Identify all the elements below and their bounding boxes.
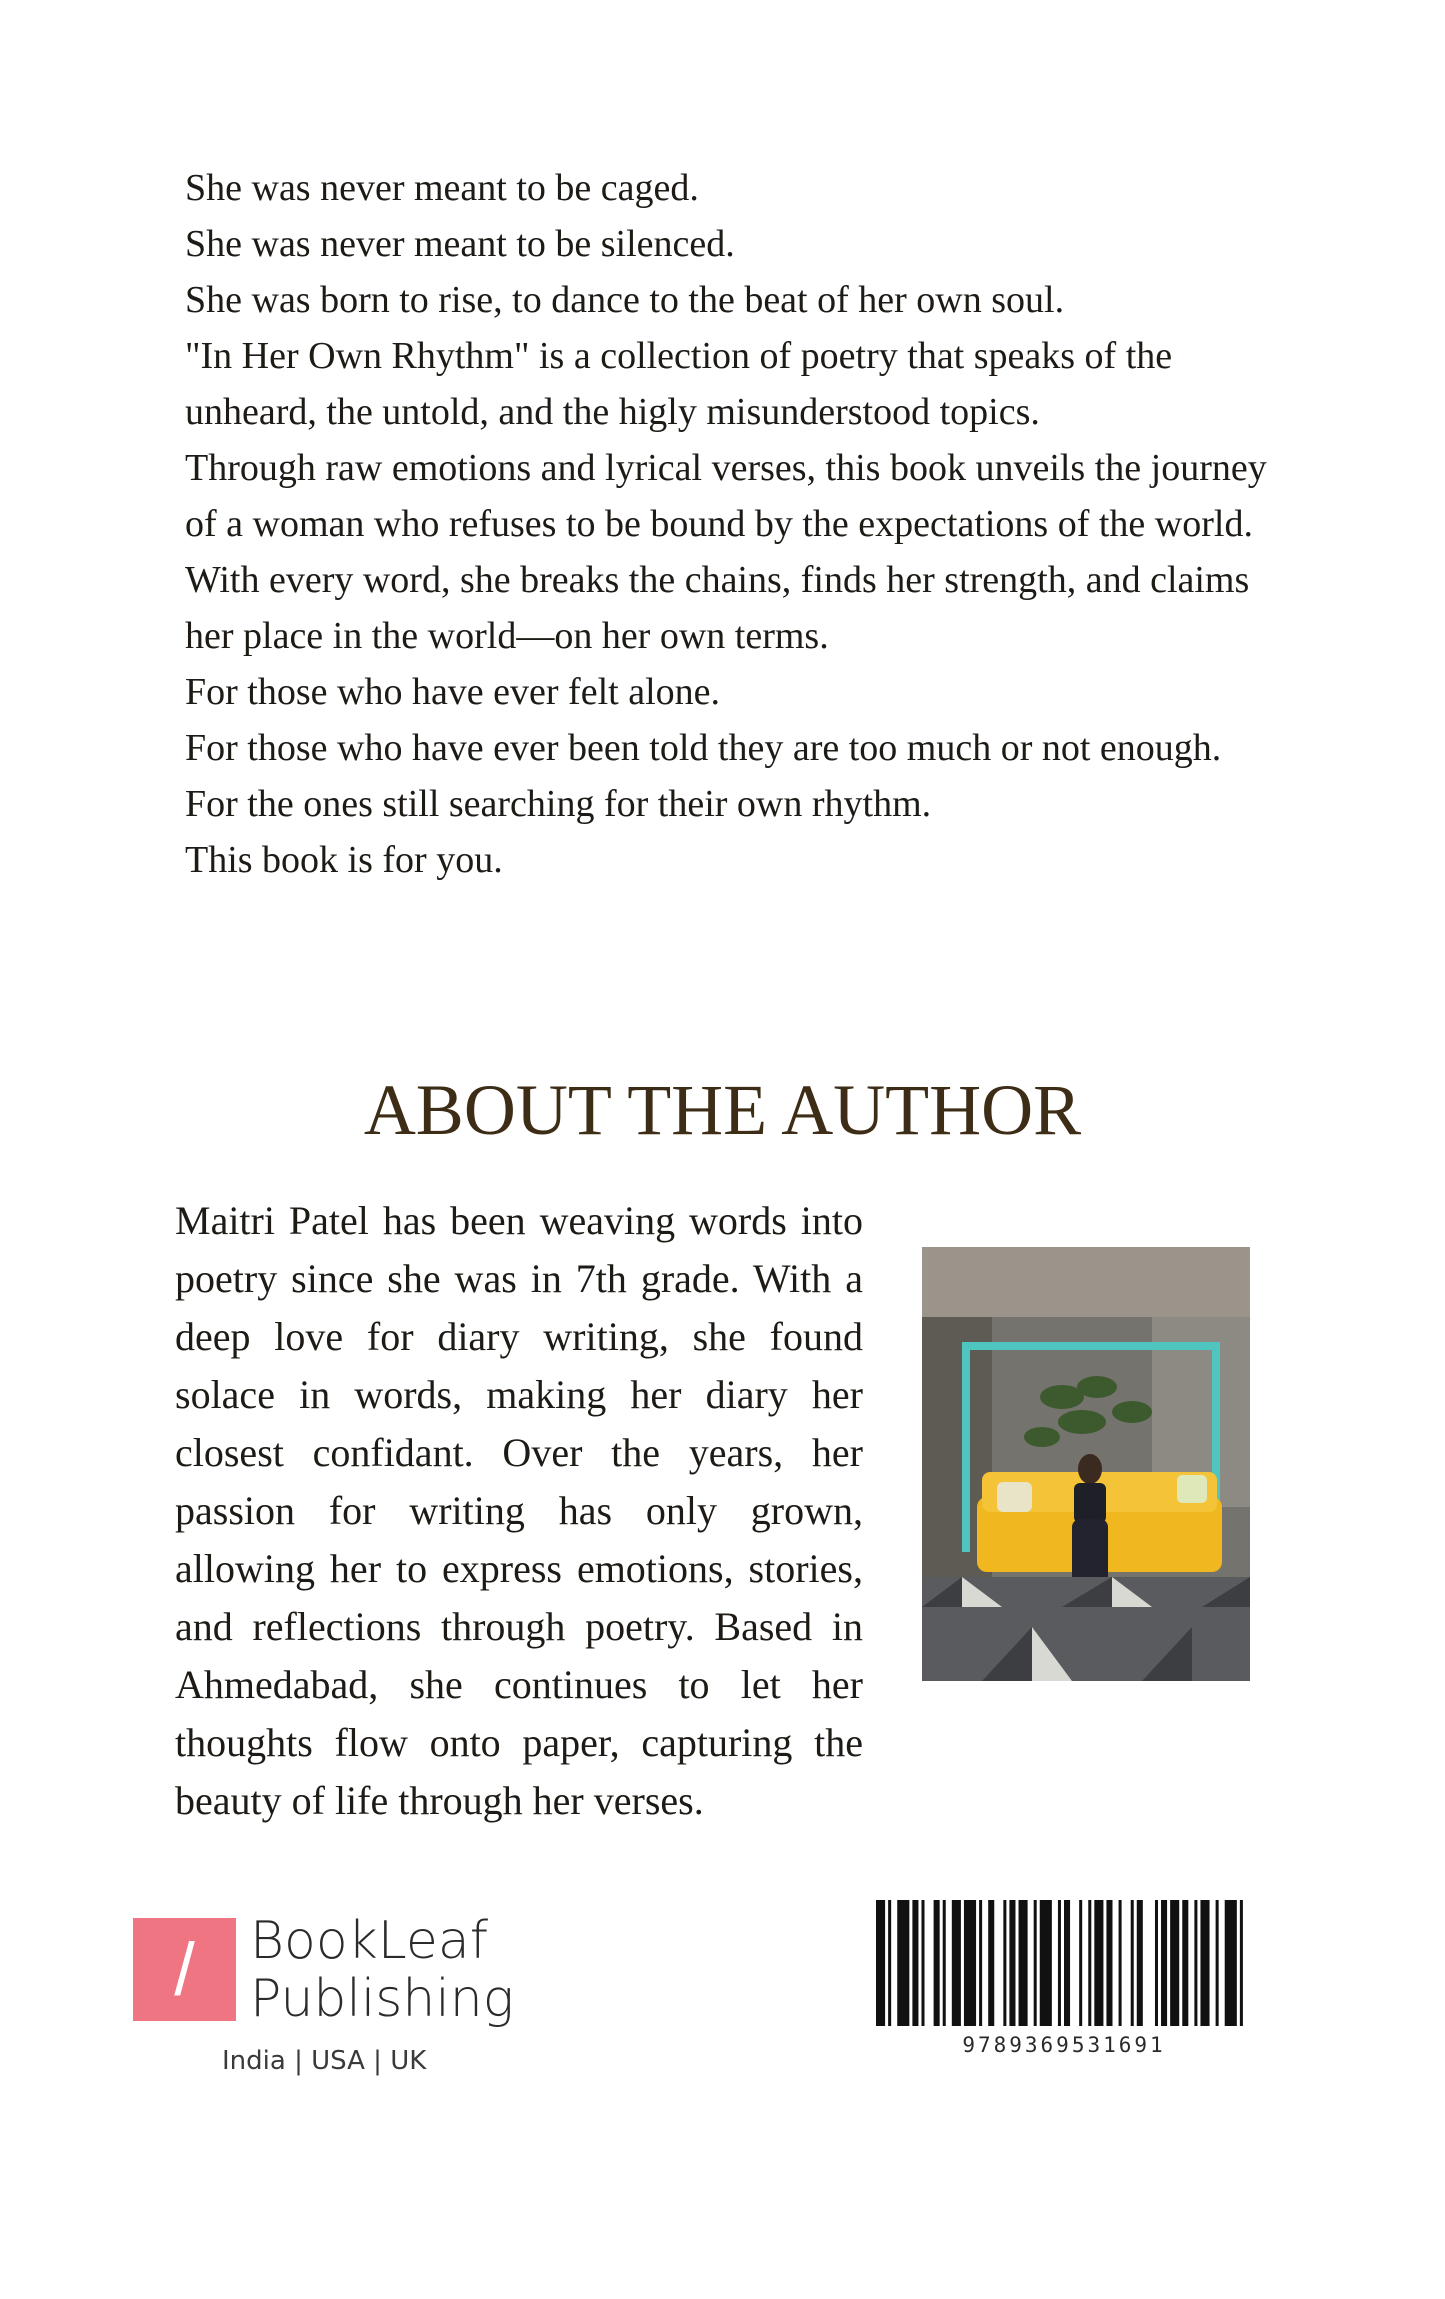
barcode-bar — [1003, 1900, 1006, 2026]
blurb-line: This book is for you. — [185, 839, 503, 881]
barcode-bar — [1225, 1900, 1237, 2026]
barcode-bar — [952, 1900, 961, 2026]
barcode-bar — [1216, 1900, 1219, 2026]
barcode-bar — [1034, 1900, 1037, 2026]
barcode-bar — [1182, 1900, 1188, 2026]
barcode-bar — [1088, 1900, 1091, 2026]
blurb-line: She was never meant to be silenced. — [185, 223, 735, 265]
barcode-bar — [1200, 1900, 1209, 2026]
barcode-bar — [912, 1900, 918, 2026]
barcode-bar — [943, 1900, 946, 2026]
barcode-bar — [1194, 1900, 1197, 2026]
author-photo-illustration — [922, 1247, 1250, 1681]
publisher-name — [250, 1912, 514, 2028]
barcode-bar — [1119, 1900, 1122, 2026]
blurb-line: For those who have ever felt alone. — [185, 671, 720, 713]
barcode-bar — [1009, 1900, 1015, 2026]
blurb-line: For the ones still searching for their own rhythm. — [185, 783, 932, 825]
blurb-line: With every word, she breaks the chains, finds her strength, and claims her place in the world—on her own terms. — [185, 559, 1250, 657]
barcode-bar — [979, 1900, 982, 2026]
barcode-bar — [1240, 1900, 1243, 2026]
barcode-bar — [1058, 1900, 1061, 2026]
barcode-bar — [1161, 1900, 1167, 2026]
barcode-bar — [921, 1900, 924, 2026]
barcode-bar — [1131, 1900, 1134, 2026]
barcode-bar — [1094, 1900, 1103, 2026]
blurb-line: She was born to rise, to dance to the beat of her own soul. — [185, 279, 1065, 321]
barcode-bar — [897, 1900, 909, 2026]
barcode-bar — [1170, 1900, 1179, 2026]
publisher-logo — [133, 1911, 533, 2088]
barcode-bar — [888, 1900, 891, 2026]
publisher-name-line2: Publishing — [250, 1969, 514, 2029]
isbn-number: 9789369531691 — [962, 2033, 1166, 2057]
blurb-line: "In Her Own Rhythm" is a collection of poetry that speaks of the unheard, the untold, and the higly misunderstood topics. — [185, 335, 1173, 433]
blurb-line: For those who have ever been told they are too much or not enough. — [185, 727, 1222, 769]
slash-icon: / — [133, 1918, 236, 2021]
blurb-line: She was never meant to be caged. — [185, 167, 699, 209]
publisher-regions: India | USA | UK — [222, 2046, 427, 2076]
barcode-bar — [1040, 1900, 1052, 2026]
author-bio: Maitri Patel has been weaving words into poetry since she was in 7th grade. With a deep love for diary writing, she found solace in words, making her diary her closest confidant. Over the years, her passion for writing has only grown, allowing her to express emotions, stories, and reflections through poetry. Based in Ahmedabad, she continues to let her thoughts flow onto paper, capturing the beauty of life through her verses. — [175, 1198, 863, 1823]
barcode-bar — [1155, 1900, 1158, 2026]
barcode-bar — [934, 1900, 940, 2026]
author-photo — [922, 1247, 1250, 1681]
blurb-line: Through raw emotions and lyrical verses, this book unveils the journey of a woman who refuses to be bound by the expectations of the world. — [185, 447, 1267, 545]
barcode-bar — [1019, 1900, 1028, 2026]
barcode-bar — [1079, 1900, 1082, 2026]
barcode-bar — [1064, 1900, 1070, 2026]
barcode-bar — [964, 1900, 976, 2026]
barcode-bar — [988, 1900, 994, 2026]
barcode-bar — [1137, 1900, 1143, 2026]
about-author-heading: ABOUT THE AUTHOR — [363, 1070, 1082, 1150]
publisher-name-line1: BookLeaf — [250, 1911, 489, 1971]
barcode-bar — [1106, 1900, 1112, 2026]
back-cover-blurb — [185, 160, 1305, 888]
barcode-bar — [876, 1900, 885, 2026]
barcode-bars — [876, 1900, 1252, 2026]
